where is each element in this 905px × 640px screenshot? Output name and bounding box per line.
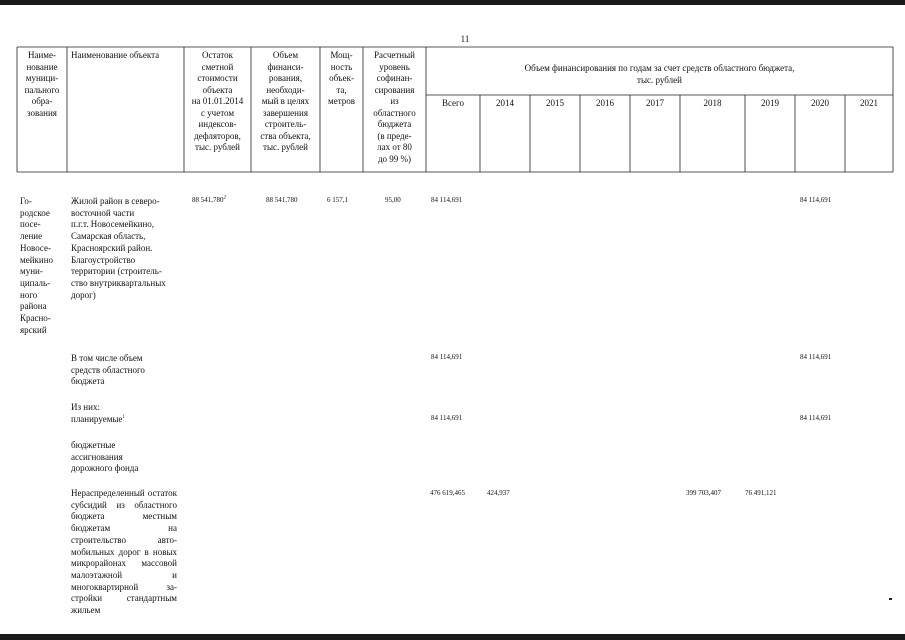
planned-total-value: 84 114,691 [431,414,463,422]
unallocated-total-value: 476 619,465 [430,489,465,497]
header-remaining-cost: Остаток сметной стоимости объекта на 01.01.2014 с учетом индексов- дефляторов, тыс. рублей [191,50,244,152]
unallocated-2019-value: 76 491,121 [745,489,777,497]
header-object: Наименование объекта [71,50,160,60]
header-capacity: Мощ- ность объек- та, метров [328,50,355,106]
planned-2020-value: 84 114,691 [800,414,832,422]
header-funding-by-year: Объем финансирования по годам за счет средств областного бюджета, тыс. рублей [524,63,795,85]
header-cofinancing-level: Расчетный уровень софинан- сирования из областного бюджета (в преде- лах от 80 до 99 %) [373,50,416,164]
cofinancing-value: 95,00 [385,196,401,204]
municipality-name: Го- родское посе- ление Новосе- мейкино муни- ципаль- ного района Красно- ярский [20,196,54,335]
main-2020-value: 84 114,691 [800,196,832,204]
unallocated-2018-value: 399 703,407 [686,489,721,497]
planned-label: Из них: планируемые$^1$ [71,402,125,424]
road-fund-label: бюджетные ассигнования дорожного фонда [71,440,139,474]
scan-mark [889,598,892,600]
header-year-2021: 2021 [860,98,878,108]
remaining-cost-value: 88 541,780$^2$ [192,195,226,204]
object-name: Жилой район в северо- восточной части п.г.т. Новосемейкино, Самарская область, Красноярский район. Благоустройство территории (строитель- ство внутриквартальных дорог) [71,196,166,300]
header-funding-volume: Объем финанси- рования, необходи- мый в целях завершения строитель- ства объекта, тыс. рублей [260,50,311,152]
header-year-2016: 2016 [596,98,614,108]
header-municipality: Наиме- нование муници- пального обра- зования [24,50,60,118]
capacity-value: 6 157,1 [327,196,348,204]
header-year-2019: 2019 [761,98,779,108]
header-year-2020: 2020 [811,98,829,108]
unallocated-label: Нераспределенный остаток субсидий из областного бюджета местным бюджетам на строительство авто-мобильных дорог в новых микрорайонах массовой малоэтажной и многоквартирной за-стройки стандартным жильем [71,488,177,616]
header-total: Всего [441,98,465,108]
header-year-2015: 2015 [546,98,564,108]
funding-volume-value: 88 541,780 [266,196,298,204]
page-number: 11 [460,34,470,44]
header-year-2018: 2018 [703,98,722,108]
regional-budget-label: В том числе объем средств областного бюджета [71,353,145,387]
unallocated-2014-value: 424,937 [487,489,510,497]
regional-2020-value: 84 114,691 [800,353,832,361]
header-year-2017: 2017 [646,98,664,108]
main-total-value: 84 114,691 [431,196,463,204]
header-year-2014: 2014 [496,98,514,108]
regional-total-value: 84 114,691 [431,353,463,361]
